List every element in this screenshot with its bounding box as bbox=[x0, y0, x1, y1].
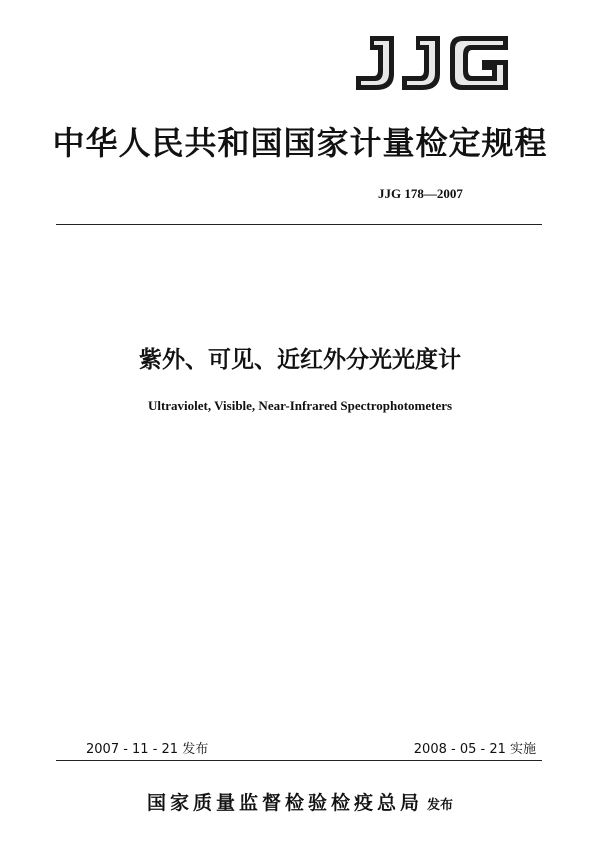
document-number: JJG 178—2007 bbox=[378, 186, 463, 201]
logo-letter-j-1 bbox=[356, 36, 394, 90]
jjg-logo-graphic bbox=[350, 30, 514, 96]
bottom-divider bbox=[56, 760, 542, 761]
document-title-english: Ultraviolet, Visible, Near-Infrared Spectrophotometers bbox=[147, 398, 453, 413]
publisher-name: 国家质量监督检验检疫总局 bbox=[146, 792, 423, 814]
logo-letter-g bbox=[450, 36, 508, 90]
publisher-verb: 发布 bbox=[427, 798, 454, 813]
logo-letter-j-2 bbox=[402, 36, 440, 90]
jjg-logo bbox=[350, 30, 514, 96]
issue-date: 2007 - 11 - 21 发布 bbox=[86, 742, 209, 757]
page-title: 中华人民共和国国家计量检定规程 bbox=[52, 124, 548, 162]
implementation-date: 2008 - 05 - 21 实施 bbox=[413, 742, 536, 757]
document-title-chinese: 紫外、可见、近红外分光光度计 bbox=[139, 347, 461, 373]
top-divider bbox=[56, 224, 542, 225]
publisher-line bbox=[0, 788, 600, 815]
